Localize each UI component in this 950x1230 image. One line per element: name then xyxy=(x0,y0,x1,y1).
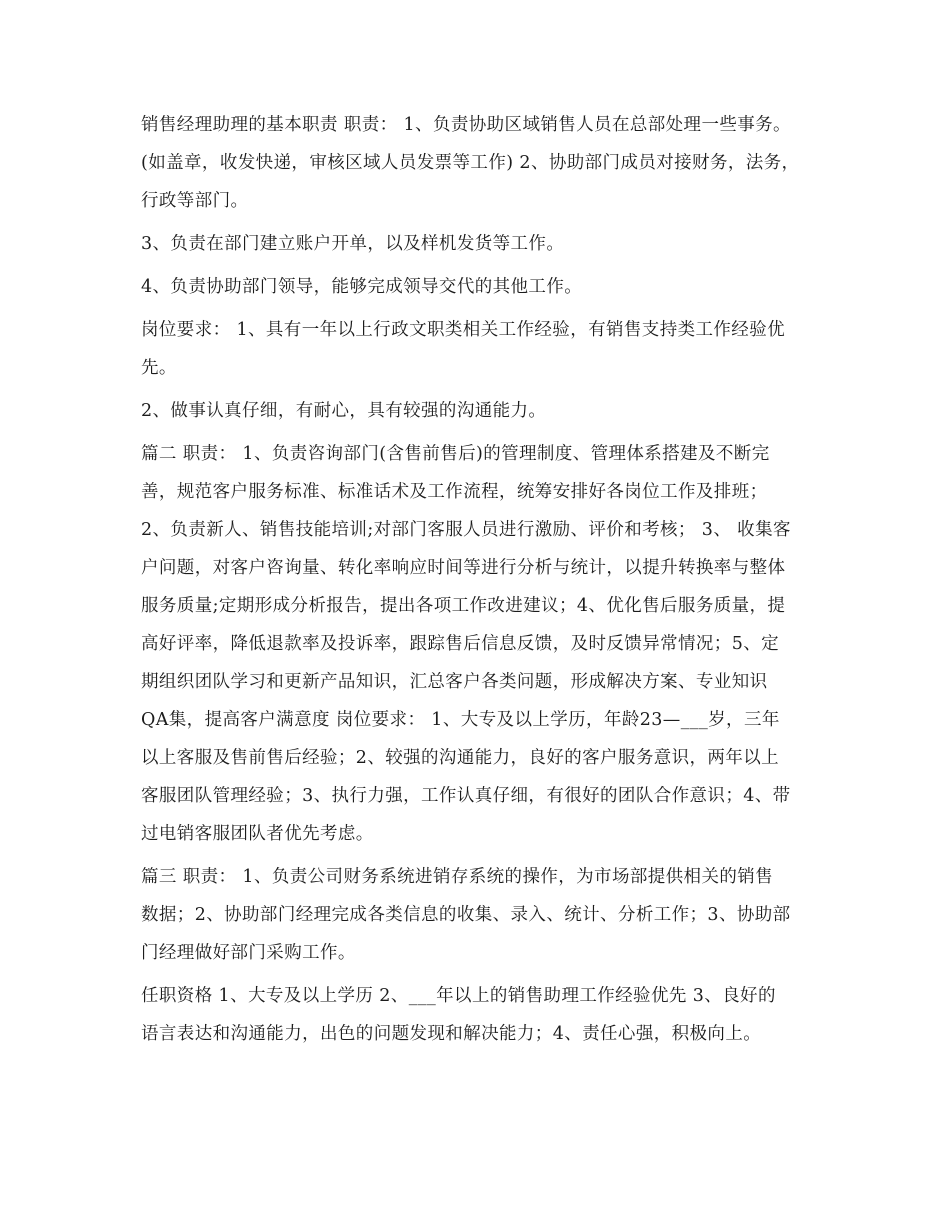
paragraph xyxy=(141,435,831,853)
text-line: 先。 xyxy=(141,358,177,378)
text-line: (如盖章，收发快递，审核区域人员发票等工作) 2、协助部门成员对接财务，法务， xyxy=(141,153,800,173)
text-line: 2、做事认真仔细，有耐心，具有较强的沟通能力。 xyxy=(141,401,547,421)
text-line: 岗位要求： 1、具有一年以上行政文职类相关工作经验，有销售支持类工作经验优 xyxy=(141,320,785,340)
text-line: 任职资格 1、大专及以上学历 2、___年以上的销售助理工作经验优先 3、良好的 xyxy=(141,986,776,1006)
text-line: 行政等部门。 xyxy=(141,191,249,211)
paragraph xyxy=(141,106,831,220)
text-line: 善，规范客户服务标准、标准话术及工作流程，统筹安排好各岗位工作及排班； xyxy=(141,482,768,502)
text-line: 数据；2、协助部门经理完成各类信息的收集、录入、统计、分析工作；3、协助部 xyxy=(141,905,791,925)
text-line: 篇二 职责： 1、负责咨询部门(含售前售后)的管理制度、管理体系搭建及不断完 xyxy=(141,444,770,464)
text-line: 销售经理助理的基本职责 职责： 1、负责协助区域销售人员在总部处理一些事务。 xyxy=(141,115,791,135)
paragraph xyxy=(141,977,831,1053)
text-line: 服务质量;定期形成分析报告，提出各项工作改进建议；4、优化售后服务质量，提 xyxy=(141,596,786,616)
text-line: 过电销客服团队者优先考虑。 xyxy=(141,824,374,844)
text-line: 门经理做好部门采购工作。 xyxy=(141,943,356,963)
paragraph xyxy=(141,858,831,972)
text-line: QA集，提高客户满意度 岗位要求： 1、大专及以上学历，年龄23—___岁，三年 xyxy=(141,710,780,730)
text-line: 以上客服及售前售后经验；2、较强的沟通能力，良好的客户服务意识，两年以上 xyxy=(141,748,780,768)
text-line: 户问题，对客户咨询量、转化率响应时间等进行分析与统计，以提升转换率与整体 xyxy=(141,558,786,578)
paragraph xyxy=(141,392,831,430)
paragraph xyxy=(141,268,831,306)
text-line: 4、负责协助部门领导，能够完成领导交代的其他工作。 xyxy=(141,277,583,297)
text-line: 期组织团队学习和更新产品知识，汇总客户各类问题，形成解决方案、专业知识 xyxy=(141,672,768,692)
text-line: 3、负责在部门建立账户开单，以及样机发货等工作。 xyxy=(141,234,565,254)
text-line: 客服团队管理经验；3、执行力强，工作认真仔细，有很好的团队合作意识；4、带 xyxy=(141,786,791,806)
text-line: 2、负责新人、销售技能培训;对部门客服人员进行激励、评价和考核； 3、 收集客 xyxy=(141,520,791,540)
text-line: 篇三 职责： 1、负责公司财务系统进销存系统的操作，为市场部提供相关的销售 xyxy=(141,867,774,887)
text-line: 语言表达和沟通能力，出色的问题发现和解决能力；4、责任心强，积极向上。 xyxy=(141,1024,762,1044)
document-body xyxy=(141,106,831,1053)
text-line: 高好评率，降低退款率及投诉率，跟踪售后信息反馈，及时反馈异常情况；5、定 xyxy=(141,634,780,654)
paragraph xyxy=(141,311,831,387)
paragraph xyxy=(141,225,831,263)
